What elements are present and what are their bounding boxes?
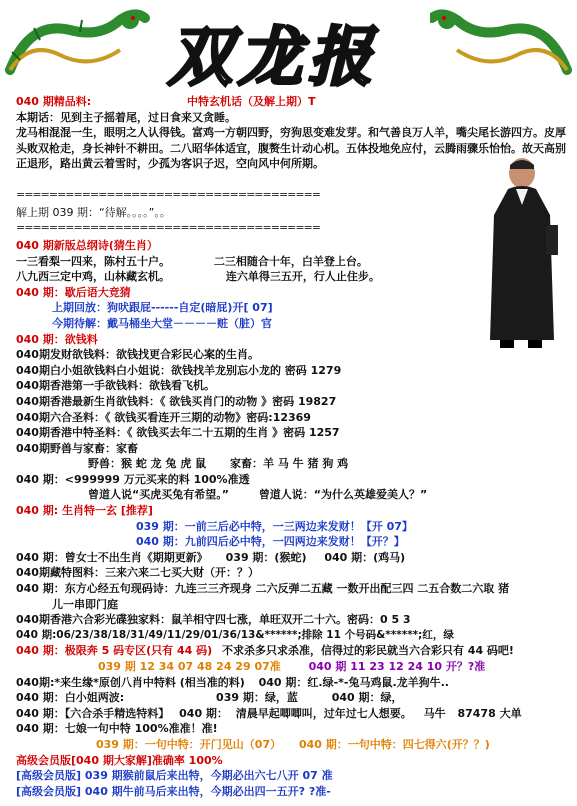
vip-line1: [高级会员版] 039 期猴前鼠后来出特，今期必出六七八开 07 准: [16, 769, 333, 783]
jingpin-paragraph: 龙马相混混一生，眼明之人认得钱。富鸡一方朝四野，穷狗思变难发芽。和气善良万人羊，嘴尖尾长游四方。皮厚头败双枪走，身长神针不耕田。二八昭华体适宜，腹赘生计动心机。五体投地免应付，云腾雨骤乐怡怡。故天高别正退形，路出黄云着雪时，少孤为客识子迟，空向风中何所期。: [16, 126, 566, 171]
xiehou-huiyu: 上期回放：狗吠跟屁------自定(暗屁)开[ 07]: [52, 301, 273, 315]
shashou-row: [16, 706, 572, 722]
qianlu-item: 040期香港中特圣料：《 欲钱买去年二十五期的生肖 》密码 1257: [16, 426, 340, 440]
article-body: [16, 94, 572, 799]
yiju-row: [16, 737, 572, 753]
separator: =====================================: [16, 188, 321, 202]
laishengyuan-040: 040 期：红.绿-*-兔马鸡鼠.龙羊狗牛..: [258, 675, 449, 689]
codes-row: [16, 659, 572, 675]
qianlu-item: 040期香港第一手欲钱料：欲钱看飞机。: [16, 379, 215, 393]
jixian-text: 不求杀多只求杀准，信得过的彩民就当六合彩只有 44 码吧!: [221, 644, 514, 658]
shengxiao-039: 039 期：一前三后必中特，一三两边来发财！【开 07】: [136, 519, 413, 533]
xinban-l1b: 二三相随合十年，白羊登上台。: [213, 254, 368, 268]
zengnvshi-040: 040 期：(鸡马): [324, 550, 406, 564]
dragon-right-icon: [430, 0, 577, 92]
wanmai-line: 040 期：<999999 万元买来的料 100%准透: [16, 472, 250, 486]
yiju-039: 039 期：一句中特：开门见山（07）: [96, 737, 282, 751]
zengdaoren-2: 曾道人说：“为什么英雄爱美人？”: [258, 488, 428, 502]
yiju-040: 040 期：一句中特：四七得六(开？？): [298, 737, 490, 751]
xiehou-jinqi: 今期待解：戴马桶坐大堂－－－－赃（脏）官: [52, 316, 272, 330]
codes-040: 040 期 11 23 12 24 10 开？?准: [308, 660, 486, 673]
shashou-period: 040 期：: [179, 706, 228, 720]
liangbo-039: 039 期：绿，蓝: [216, 691, 298, 705]
jingpin-label: 040 期精品料:: [16, 95, 92, 108]
header-banner: [0, 0, 577, 95]
zengnvshi-039: 039 期：(猴蛇): [225, 550, 307, 564]
xinban-row1: [16, 254, 572, 270]
vip-title: 高级会员版[040 期大家解]准确率 100%: [16, 753, 223, 767]
xinban-l1a: 一三看梨一四来，陈村五十户。: [16, 254, 170, 268]
page-title: 双龙报: [168, 20, 378, 95]
yeshou-row: [16, 456, 572, 472]
shashou-title: 040 期：【六合杀手精选特料】: [16, 706, 170, 720]
jixian-row: [16, 643, 572, 659]
shashou-zodiac: 马牛: [423, 706, 446, 720]
zengnvshi-text: 040 期：曾女士不出生肖《期期更新》: [16, 550, 208, 564]
qiniang-line: 040 期：七娘一句中特 100%准准！准!: [16, 722, 218, 736]
vip-line2: [高级会员版] 040 期牛前马后来出特，今期必出四一五开? ?准-: [16, 784, 331, 798]
jingpin-line1: 本期话：见到主子摇着尾，过日食来又贪睡。: [16, 110, 236, 124]
yeshou-text: 野兽：猴 蛇 龙 兔 虎 鼠: [88, 457, 207, 471]
jieshang-line: 解上期 039 期：“待解。。。。”。。: [16, 205, 171, 219]
xinban-l2b: 连六单得三五开，行人止住步。: [225, 270, 380, 284]
jiachu-text: 家畜：羊 马 牛 猪 狗 鸡: [230, 457, 349, 471]
jixian-title: 040 期：极限奔 5 码专区(只有 44 码): [16, 644, 213, 658]
xinjing-line2: 儿一串即门庭: [52, 597, 118, 611]
jingpin-mid: 中特玄机话（及解上期）T: [187, 95, 316, 108]
qianlu-item: 040期白小姐欲钱料白小姐说：欲钱找羊龙别忘小龙的 密码 1279: [16, 363, 342, 377]
xinjing-line1: 040 期：东方心经五句现码诗：九连三三齐现身 二六反弹二五藏 一数开出配三四 二五合数二六取 猪: [16, 582, 510, 596]
shengxiao-040: 040 期：九前四后必中特，一四两边来发财！【开？】: [136, 535, 405, 549]
laishengyuan-title: 040期:*来生缘*原创八肖中特料 (相当准的料): [16, 675, 245, 689]
shashou-poem: 清晨早起唧唧叫，过年过七人想要。: [235, 706, 412, 720]
laishengyuan-row: [16, 675, 572, 691]
separator: =====================================: [16, 221, 321, 235]
qianlu-title: 040 期：欲钱料: [16, 332, 98, 346]
dragon-left-icon: [0, 0, 150, 92]
shashou-code: 87478 大单: [457, 706, 522, 720]
exclude-line: 040 期:06/23/38/18/31/49/11/29/01/36/13&******;排除 11 个号码&******;红，绿: [16, 628, 454, 641]
qianlu-item: 040期香港最新生肖欲钱料：《 欲钱买肖门的动物 》密码 19827: [16, 394, 337, 408]
liangbo-040: 040 期：绿，: [331, 691, 403, 705]
jingpin-header: [16, 94, 572, 110]
zengdaoren-row: [16, 487, 572, 503]
shengxiao-title: 040 期: 生肖特一玄 [推荐]: [16, 504, 153, 518]
zengdaoren-1: 曾道人说“买虎买兔有希望。”: [88, 488, 229, 502]
qianlu-item: 040期野兽与家畜：家畜: [16, 441, 138, 455]
guangdie-line: 040期香港六合彩光碟独家料：鼠羊相守四七涨，单旺双开二十六。密码：0 5 3: [16, 613, 411, 627]
cangtetu-line: 040期藏特图料：三来六来二七买大财（开：？）: [16, 566, 259, 580]
xinban-row2: [16, 269, 572, 285]
codes-039: 039 期 12 34 07 48 24 29 07准: [98, 660, 281, 673]
xiehou-title: 040 期：歇后语大竞猜: [16, 285, 131, 299]
qianlu-item: 040期六合圣料：《 欲钱买看连开三期的动物》密码:12369: [16, 410, 311, 424]
xinban-l2a: 八九西三定中鸡，山林藏玄机。: [16, 270, 170, 284]
liangbo-row: [16, 690, 572, 706]
qianlu-item: 040期发财欲钱料：欲钱找更合彩民心案的生肖。: [16, 348, 259, 362]
zengnvshi-row: [16, 550, 572, 566]
xinban-title: 040 期新版总纲诗(猜生肖）: [16, 238, 158, 252]
liangbo-title: 040 期：白小姐两波:: [16, 691, 125, 705]
